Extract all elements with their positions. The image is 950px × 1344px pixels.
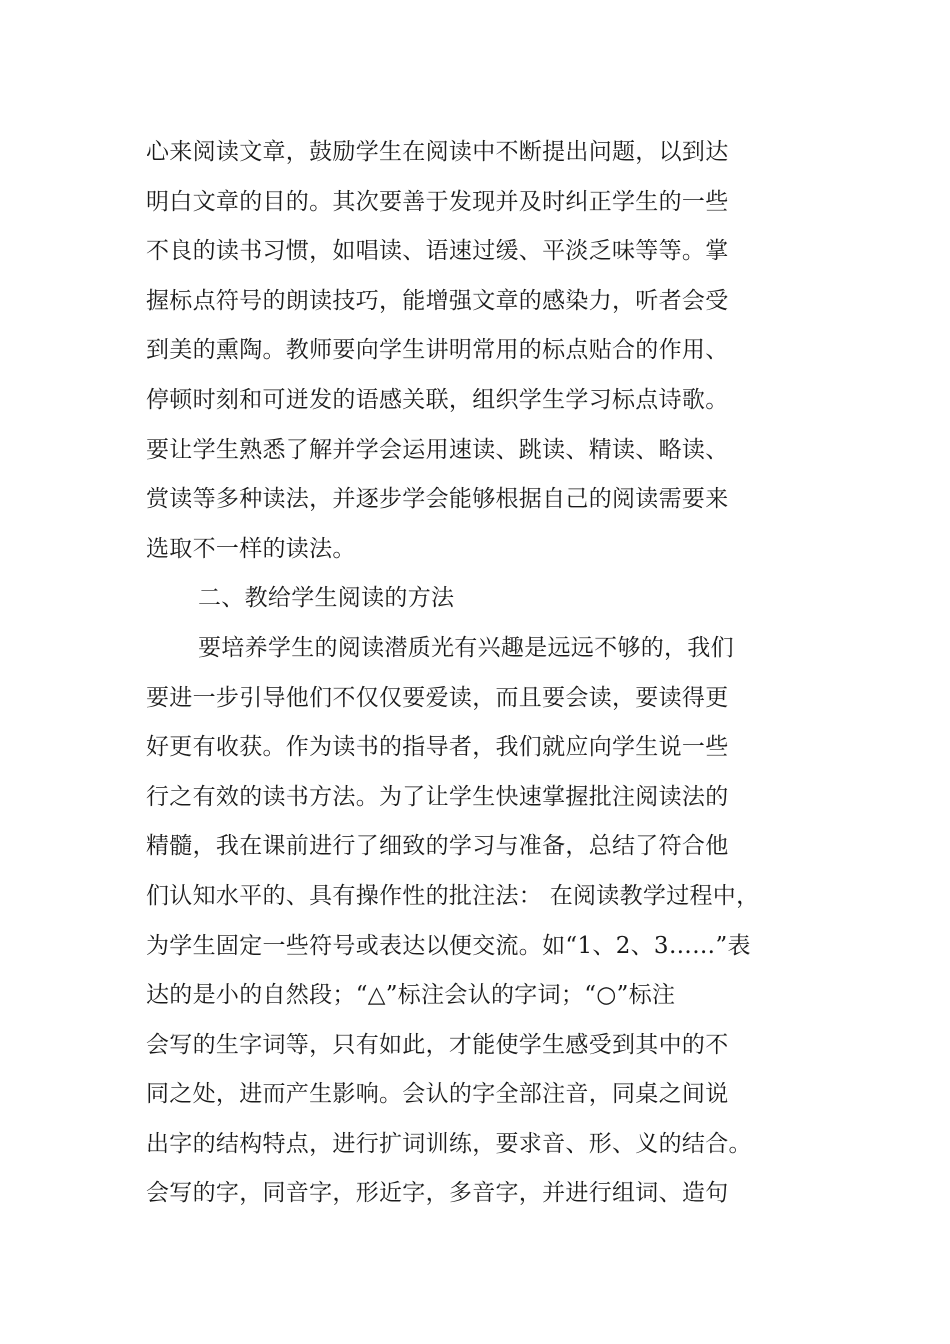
text-line: 为学生固定一些符号或表达以便交流。如“1、2、3……”表	[146, 932, 751, 959]
text-line: 要进一步引导他们不仅仅要爱读，而且要会读，要读得更	[146, 684, 729, 711]
text-line: 心来阅读文章，鼓励学生在阅读中不断提出问题，以到达	[146, 139, 729, 165]
text-line: 同之处，进而产生影响。会认的字全部注音，同桌之间说	[146, 1081, 729, 1108]
text-line: 达的是小的自然段；“△”标注会认的字词；“○”标注	[146, 982, 676, 1009]
text-line: 明白文章的目的。其次要善于发现并及时纠正学生的一些	[146, 188, 729, 215]
text-line: 选取不一样的读法。	[146, 535, 356, 562]
text-line: 停顿时刻和可迸发的语感关联，组织学生学习标点诗歌。	[146, 386, 729, 413]
text-line: 不良的读书习惯，如唱读、语速过缓、平淡乏味等等。掌	[146, 238, 729, 265]
document-body	[146, 128, 826, 1219]
text-line: 要培养学生的阅读潜质光有兴趣是远远不够的，我们	[198, 634, 734, 661]
text-line: 们认知水平的、具有操作性的批注法： 在阅读教学过程中，	[146, 882, 760, 909]
text-line: 要让学生熟悉了解并学会运用速读、跳读、精读、略读、	[146, 436, 729, 463]
text-line: 精髓，我在课前进行了细致的学习与准备，总结了符合他	[146, 833, 729, 860]
text-line: 出字的结构特点，进行扩词训练，要求音、形、义的结合。	[146, 1130, 752, 1157]
text-line: 赏读等多种读法，并逐步学会能够根据自己的阅读需要来	[146, 486, 729, 513]
text-line: 好更有收获。作为读书的指导者，我们就应向学生说一些	[146, 734, 729, 761]
section-heading: 二、教给学生阅读的方法	[198, 585, 455, 612]
text-line: 行之有效的读书方法。为了让学生快速掌握批注阅读法的	[146, 783, 729, 810]
text-line: 会写的字，同音字，形近字，多音字，并进行组词、造句	[146, 1180, 729, 1207]
text-line: 握标点符号的朗读技巧，能增强文章的感染力，听者会受	[146, 287, 729, 314]
text-line: 会写的生字词等，只有如此，才能使学生感受到其中的不	[146, 1031, 729, 1058]
text-line: 到美的熏陶。教师要向学生讲明常用的标点贴合的作用、	[146, 337, 729, 364]
